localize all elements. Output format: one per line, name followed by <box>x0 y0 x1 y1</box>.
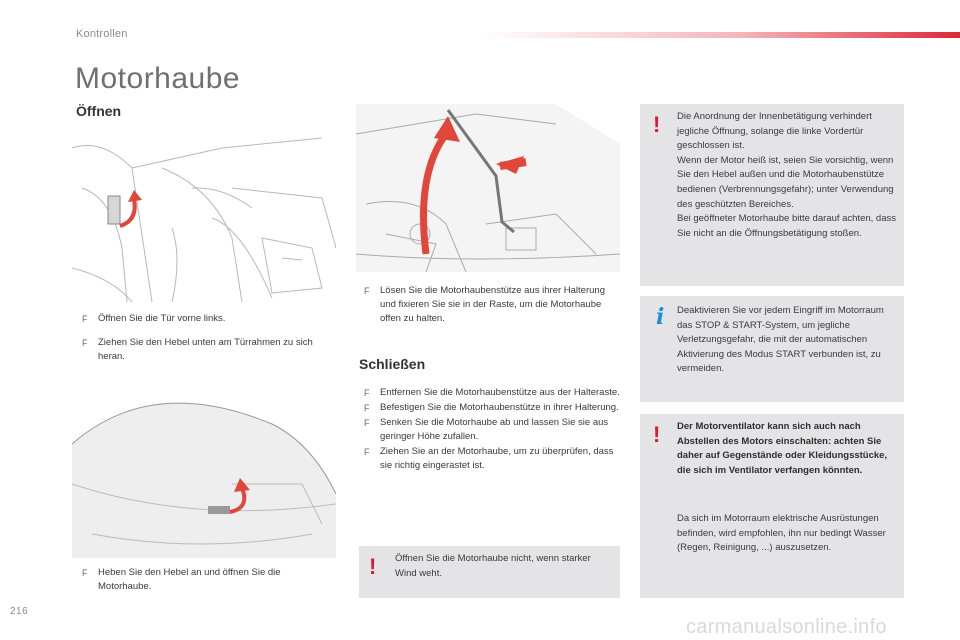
step-bullet: F <box>82 314 88 324</box>
header-accent-bar <box>480 32 960 38</box>
engine-compartment-drawing <box>356 104 620 272</box>
info-icon: i <box>656 304 665 330</box>
step-text: Senken Sie die Motorhaube ab und lassen Sie sie aus geringer Höhe zufallen. <box>380 417 609 442</box>
step-bullet: F <box>364 418 370 428</box>
opening-step-3 <box>364 284 620 326</box>
fan-warning-text: Da sich im Motorraum elektrische Ausrüstungen befinden, wird empfohlen, ihn nur bedingt Wasser (Regen, Reinigung, ...) auszusetzen. <box>677 513 886 554</box>
step-text: Öffnen Sie die Tür vorne links. <box>98 313 226 324</box>
stop-start-info-text: Deaktivieren Sie vor jedem Eingriff im Motorraum das STOP & START-System, um jegliche Verletzungsgefahr, die mit der automatischen Aktivierung des Modus START verbunden ist, zu vermeiden. <box>677 305 884 375</box>
step-text: Entfernen Sie die Motorhaubenstütze aus der Halteraste. <box>380 387 620 398</box>
fan-warning-box <box>640 414 904 598</box>
closing-step-4 <box>364 445 622 473</box>
closing-step-1 <box>364 386 622 400</box>
closing-steps <box>364 386 622 474</box>
fan-warning-bold-text: Der Motorventilator kann sich auch nach Abstellen des Motors einschalten: achten Sie daher auf Gegenstände oder Kleidungsstücke, die sich im Ventilator verfangen könnten. <box>677 421 888 476</box>
step-text: Heben Sie den Hebel an und öffnen Sie die Motorhaube. <box>98 567 281 592</box>
door-lever-drawing <box>72 128 336 302</box>
closing-step-2 <box>364 401 622 415</box>
warning-icon: ! <box>369 554 377 579</box>
warning-icon: ! <box>653 422 661 447</box>
step-bullet: F <box>364 388 370 398</box>
page-number: 216 <box>10 606 29 617</box>
step-text: Lösen Sie die Motorhaubenstütze aus ihrer Halterung und fixieren Sie sie in der Raste, um die Motorhaube offen zu halten. <box>380 285 605 324</box>
closing-step-3 <box>364 416 622 444</box>
interior-control-warning-text: Die Anordnung der Innenbetätigung verhindert jegliche Öffnung, solange die linke Vordertür geschlossen ist. Wenn der Motor heiß ist, seien Sie vorsichtig, wenn Sie den Hebel außen und die Motorhaubenstütze bedienen (Verbrennungsgefahr); unter Verwendung des geschützten Bereiches. Bei geöffneter Motorhaube bitte darauf achten, dass Sie nicht an die Öffnungsbetätigung stoßen. <box>677 111 897 239</box>
step-text: Ziehen Sie an der Motorhaube, um zu überprüfen, dass sie richtig eingerastet ist. <box>380 446 614 471</box>
step-bullet: F <box>364 447 370 457</box>
step-text: Ziehen Sie den Hebel unten am Türrahmen zu sich heran. <box>98 337 313 362</box>
hood-lever-drawing <box>72 384 336 558</box>
step-text: Befestigen Sie die Motorhaubenstütze in ihrer Halterung. <box>380 402 619 413</box>
door-lever-illustration <box>72 128 336 302</box>
wind-warning-box <box>359 546 620 598</box>
interior-control-warning-box <box>640 104 904 286</box>
engine-compartment-illustration <box>356 104 620 272</box>
step-bullet: F <box>82 338 88 348</box>
warning-icon: ! <box>653 112 661 137</box>
step-bullet: F <box>364 403 370 413</box>
watermark: carmanualsonline.info <box>686 616 887 638</box>
opening-step-1 <box>82 312 332 326</box>
stop-start-info-box <box>640 296 904 402</box>
closing-heading: Schließen <box>359 356 426 372</box>
step-bullet: F <box>82 568 88 578</box>
section-label: Kontrollen <box>76 28 128 40</box>
opening-heading: Öffnen <box>76 103 122 119</box>
hood-lever-illustration <box>72 384 336 558</box>
step-bullet: F <box>364 286 370 296</box>
wind-warning-text: Öffnen Sie die Motorhaube nicht, wenn starker Wind weht. <box>395 553 591 579</box>
page-title: Motorhaube <box>75 62 241 95</box>
opening-step-2 <box>82 336 332 364</box>
opening-step-4 <box>82 566 332 594</box>
